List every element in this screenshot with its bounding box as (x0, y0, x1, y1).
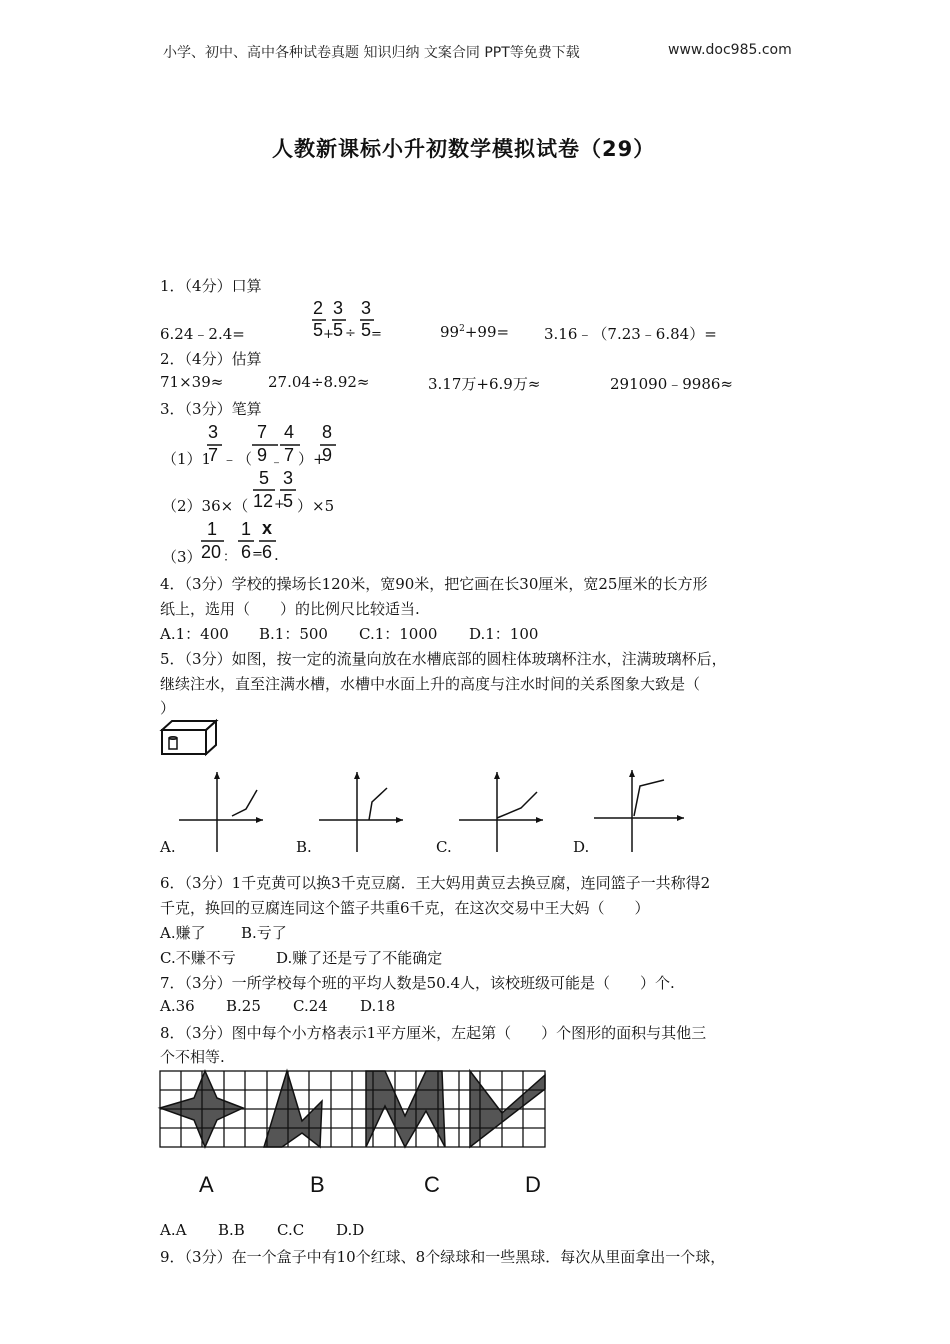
q3-heading: 3．（3分）笔算 (160, 400, 262, 418)
q5-option-a[interactable]: A. (160, 838, 176, 856)
q8-grid-figure (160, 1071, 550, 1151)
header-text: 小学、初中、高中各种试卷真题 知识归纳 文案合同 PPT等免费下载 (163, 45, 580, 61)
q4-option-c[interactable]: C.1：1000 (359, 625, 438, 643)
label: （1）1 (162, 450, 212, 468)
fraction-denominator: 6 (262, 542, 273, 562)
q8-line1: 8．（3分）图中每个小方格表示1平方厘米，左起第（ ）个图形的面积与其他三 (160, 1024, 707, 1042)
q5-option-c[interactable]: C. (436, 838, 452, 856)
q2-item-b: 27.04÷8.92≈ (268, 373, 370, 391)
label: （3） (162, 548, 202, 566)
fraction-denominator: 9 (257, 445, 268, 465)
q8-line2: 个不相等. (160, 1048, 225, 1066)
q2-item-c: 3.17万+6.9万≈ (428, 375, 541, 393)
figure-label-a: A (199, 1172, 214, 1197)
period: . (274, 546, 279, 564)
water-tank-figure (160, 718, 220, 758)
q5-option-d[interactable]: D. (573, 838, 590, 856)
q2-item-a: 71×39≈ (160, 373, 224, 391)
equals: = (252, 547, 263, 562)
fraction-denominator: 5 (361, 320, 372, 340)
fraction-numerator: 1 (241, 519, 252, 539)
fraction-numerator: 3 (333, 298, 344, 318)
operator: + (323, 327, 334, 342)
operator: ﹣ (270, 455, 284, 470)
q6-line1: 6．（3分）1千克黄可以换3千克豆腐．王大妈用黄豆去换豆腐，连同篮子一共称得2 (160, 874, 711, 892)
q1-item-d: 3.16﹣（7.23﹣6.84）= (544, 325, 717, 343)
q8-option-d[interactable]: D.D (336, 1221, 365, 1239)
fraction-denominator: 6 (241, 542, 252, 562)
fraction-denominator: 7 (208, 445, 219, 465)
graph-option-b[interactable] (315, 772, 415, 857)
figure-label-b: B (310, 1172, 325, 1197)
base: 99 (440, 323, 460, 341)
operator: ）×5 (297, 497, 335, 515)
q4-option-d[interactable]: D.1：100 (469, 625, 539, 643)
label: （2）36×（ (162, 497, 249, 515)
q1-item-c (440, 323, 509, 341)
q9-line1: 9．（3分）在一个盒子中有10个红球、8个绿球和一些黑球．每次从里面拿出一个球， (160, 1248, 726, 1266)
q2-item-d: 291090﹣9986≈ (610, 375, 734, 393)
q6-option-a[interactable]: A.赚了 (160, 924, 206, 942)
q7-line1: 7．（3分）一所学校每个班的平均人数是50.4人，该校班级可能是（ ）个. (160, 974, 675, 992)
q6-option-c[interactable]: C.不赚不亏 (160, 949, 236, 967)
fraction-numerator: 8 (322, 422, 333, 442)
fraction-denominator: 5 (333, 320, 344, 340)
fraction-denominator: 12 (253, 491, 274, 511)
q5-line3: ） (160, 699, 176, 717)
q4-line1: 4．（3分）学校的操场长120米，宽90米，把它画在长30厘米，宽25厘米的长方形 (160, 575, 708, 593)
fraction-denominator: 5 (313, 320, 324, 340)
operator: + (274, 497, 285, 512)
figure-label-c: C (424, 1172, 440, 1197)
rest: +99= (464, 323, 510, 341)
fraction-numerator: 3 (283, 468, 294, 488)
q5-option-b[interactable]: B. (296, 838, 312, 856)
fraction-numerator: 5 (259, 468, 270, 488)
q2-heading: 2．（4分）估算 (160, 350, 262, 368)
q6-option-b[interactable]: B.亏了 (241, 924, 287, 942)
q7-option-a[interactable]: A.36 (160, 997, 195, 1015)
q6-line2: 千克，换回的豆腐连同这个篮子共重6千克，在这次交易中王大妈（ ） (160, 899, 650, 917)
operator: ）+ (298, 450, 326, 468)
operator: ： (223, 550, 237, 565)
fraction-denominator: 7 (284, 445, 295, 465)
fraction-numerator: 2 (313, 298, 324, 318)
q6-option-d[interactable]: D.赚了还是亏了不能确定 (276, 949, 443, 967)
q4-line2: 纸上，选用（ ）的比例尺比较适当. (160, 600, 420, 618)
exponent: 2 (459, 324, 465, 334)
equals: = (371, 327, 382, 342)
header-site[interactable]: www.doc985.com (668, 42, 792, 58)
q7-option-d[interactable]: D.18 (360, 997, 396, 1015)
operator: ﹣（ (222, 450, 253, 468)
q8-option-c[interactable]: C.C (277, 1221, 305, 1239)
graph-option-d[interactable] (590, 770, 700, 855)
fraction-numerator: x (262, 518, 273, 538)
q5-line2: 继续注水，直至注满水槽，水槽中水面上升的高度与注水时间的关系图象大致是（ (160, 675, 701, 693)
graph-option-a[interactable] (175, 772, 275, 857)
fraction-numerator: 3 (208, 422, 219, 442)
graph-option-c[interactable] (455, 772, 555, 857)
q4-option-b[interactable]: B.1：500 (259, 625, 328, 643)
q4-option-a[interactable]: A.1：400 (160, 625, 229, 643)
q8-option-b[interactable]: B.B (218, 1221, 245, 1239)
q8-option-a[interactable]: A.A (160, 1221, 187, 1239)
q1-item-a: 6.24﹣2.4= (160, 325, 245, 343)
page-title: 人教新课标小升初数学模拟试卷（29） (272, 137, 656, 161)
figure-label-d: D (525, 1172, 541, 1197)
fraction-denominator: 9 (322, 445, 333, 465)
operator: ÷ (345, 326, 356, 341)
q7-option-b[interactable]: B.25 (226, 997, 261, 1015)
fraction-numerator: 1 (207, 519, 218, 539)
fraction-numerator: 4 (284, 422, 295, 442)
q7-option-c[interactable]: C.24 (293, 997, 328, 1015)
fraction-denominator: 20 (201, 542, 222, 562)
fraction-denominator: 5 (283, 491, 294, 511)
fraction-numerator: 3 (361, 298, 372, 318)
q5-line1: 5．（3分）如图，按一定的流量向放在水槽底部的圆柱体玻璃杯注水，注满玻璃杯后， (160, 650, 727, 668)
fraction-numerator: 7 (257, 422, 268, 442)
q1-heading: 1．（4分）口算 (160, 277, 262, 295)
